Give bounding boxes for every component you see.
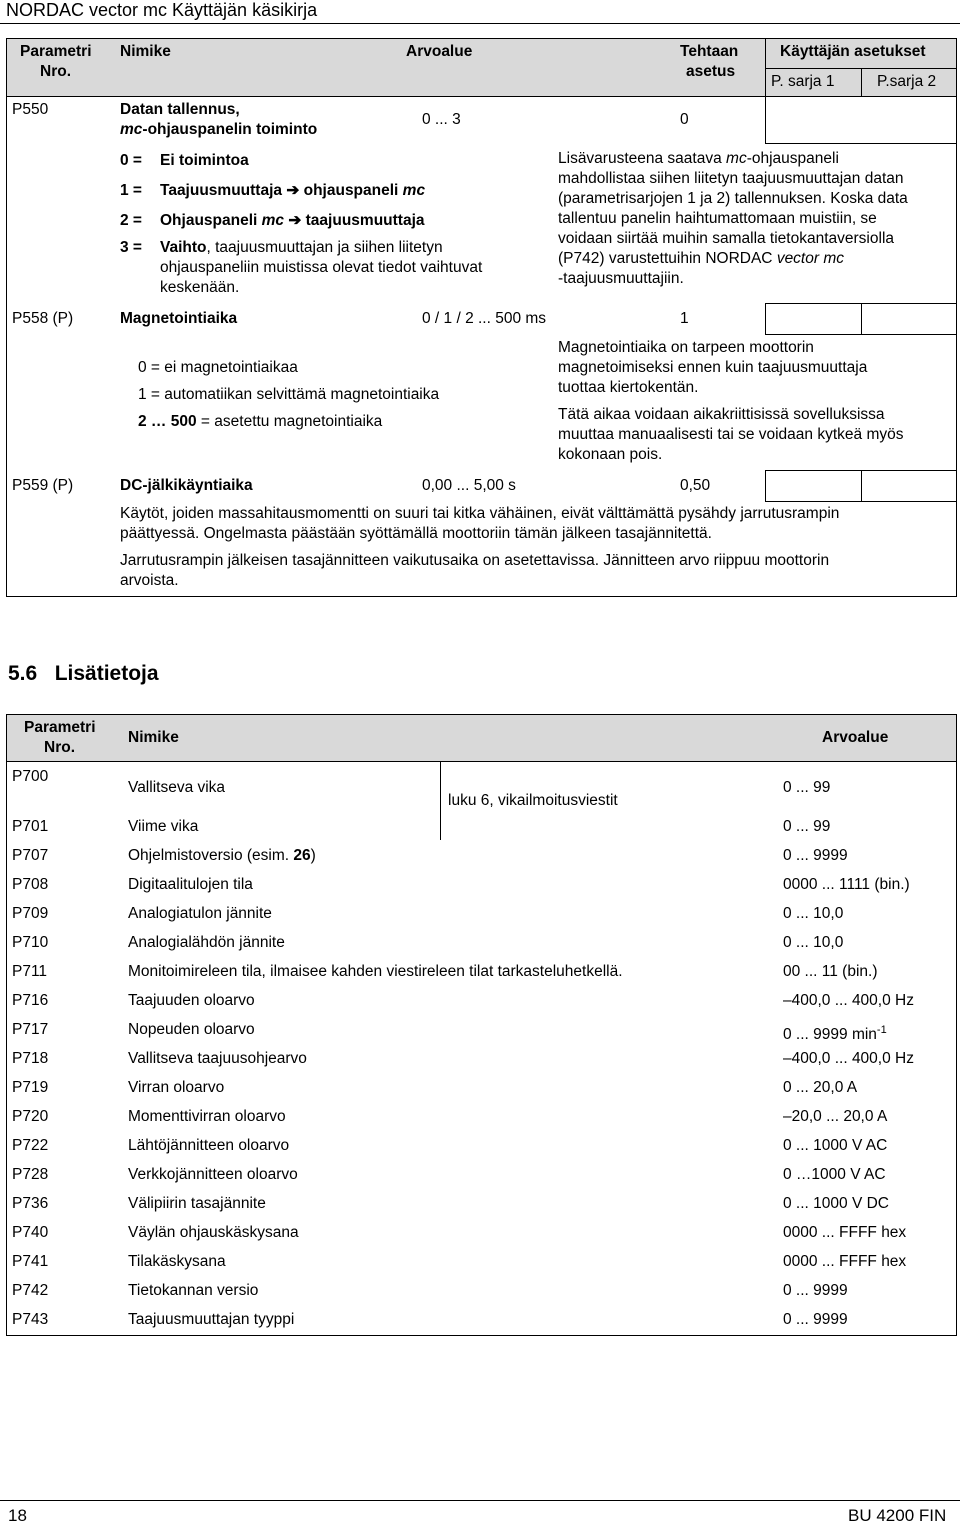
p550-name-l2: mc-ohjauspanelin toiminto	[120, 121, 318, 138]
p550-opt0-key: 0 =	[120, 152, 142, 169]
row-name: Monitoimireleen tila, ilmaisee kahden viestireleen tilat tarkasteluhetkellä.	[128, 963, 623, 980]
p550-opt1: Taajuusmuuttaja ➔ ohjauspaneli mc	[160, 182, 426, 199]
row-range: 0 ... 10,0	[783, 905, 844, 922]
p559-desc-l4: arvoista.	[120, 572, 179, 589]
p550-num: P550	[12, 101, 49, 118]
p550-opt2-key: 2 =	[120, 212, 142, 229]
p558-opt2: 2 … 500 = asetettu magnetointiaika	[138, 413, 383, 430]
t1-head-default-2: asetus	[686, 63, 736, 80]
p558-num: P558 (P)	[12, 310, 74, 327]
p558-desc-l3: tuottaa kiertokentän.	[558, 379, 699, 396]
p558-opt0: 0 = ei magnetointiaikaa	[138, 359, 298, 376]
row-param-num: P708	[12, 876, 49, 893]
row-range: –20,0 ... 20,0 A	[783, 1108, 888, 1125]
row-range: 0 ... 20,0 A	[783, 1079, 858, 1096]
t2-head-nro: Nro.	[44, 739, 75, 756]
footer-page-number: 18	[8, 1506, 27, 1525]
row-param-num: P740	[12, 1224, 49, 1241]
row-range: –400,0 ... 400,0 Hz	[783, 1050, 914, 1067]
row-param-num: P719	[12, 1079, 49, 1096]
row-name: Tietokannan versio	[128, 1282, 259, 1299]
p550-opt3-key: 3 =	[120, 239, 142, 256]
row-name: Väylän ohjauskäskysana	[128, 1224, 299, 1241]
row-param-num: P718	[12, 1050, 49, 1067]
p550-desc-l3: (parametrisarjojen 1 ja 2) tallennuksen. Koska data	[558, 190, 908, 207]
p550-name-l1: Datan tallennus,	[120, 101, 240, 118]
p559-desc-l1: Käytöt, joiden massahitausmomentti on suuri tai kitka vähäinen, eivät välttämättä pysähdy jarrutusrampin	[120, 505, 840, 522]
p550-range: 0 ... 3	[422, 111, 461, 128]
p558-name: Magnetointiaika	[120, 310, 238, 327]
row-param-num: P711	[12, 963, 48, 980]
row-range: –400,0 ... 400,0 Hz	[783, 992, 914, 1009]
row-range: 0 ... 9999	[783, 1311, 848, 1328]
row-param-num: P717	[12, 1021, 49, 1038]
p558-desc-l4: Tätä aikaa voidaan aikakriittisissä sovelluksissa	[558, 406, 885, 423]
row-name: Ohjelmistoversio (esim. 26)	[128, 847, 316, 864]
t1-head-name: Nimike	[120, 43, 171, 60]
row-param-num: P710	[12, 934, 49, 951]
p559-name: DC-jälkikäyntiaika	[120, 477, 253, 494]
p558-opt1: 1 = automatiikan selvittämä magnetointiaika	[138, 386, 440, 403]
row-range: 0 ... 9999	[783, 847, 848, 864]
p550-desc-l2: mahdollistaa siihen liitetyn taajuusmuuttajan datan	[558, 170, 904, 187]
row-name: Momenttivirran oloarvo	[128, 1108, 286, 1125]
p550-opt3-l3: keskenään.	[160, 279, 240, 296]
header-rule	[0, 23, 960, 24]
row-name: Analogiatulon jännite	[128, 905, 272, 922]
row-param-num: P743	[12, 1311, 49, 1328]
p559-default: 0,50	[680, 477, 711, 494]
row-param-num: P700	[12, 768, 49, 785]
row-name: Vallitseva vika	[128, 779, 226, 796]
row-name: Lähtöjännitteen oloarvo	[128, 1137, 290, 1154]
t2-head-name: Nimike	[128, 729, 179, 746]
t2-merged-note: luku 6, vikailmoitusviestit	[448, 792, 618, 809]
t1-head-default: Tehtaan	[680, 43, 739, 60]
row-name: Tilakäskysana	[128, 1253, 226, 1270]
row-param-num: P736	[12, 1195, 49, 1212]
t1-head-param: Parametri	[20, 43, 92, 60]
document-header-title: NORDAC vector mc Käyttäjän käsikirja	[6, 0, 318, 20]
row-range: 0000 ... 1111 (bin.)	[783, 876, 910, 893]
p550-desc-l7: -taajuusmuuttajiin.	[558, 270, 684, 287]
row-range: 0 …1000 V AC	[783, 1166, 886, 1183]
footer-doc-code: BU 4200 FIN	[848, 1506, 947, 1525]
t1-head-range: Arvoalue	[406, 43, 473, 60]
p550-opt3-l1: Vaihto, taajuusmuuttajan ja siihen liitetyn	[160, 239, 443, 256]
p550-opt3-l2: ohjauspaneliin muistissa olevat tiedot vaihtuvat	[160, 259, 483, 276]
row-range: 0000 ... FFFF hex	[783, 1253, 907, 1270]
t2-head-range: Arvoalue	[822, 729, 889, 746]
row-range: 0 ... 99	[783, 779, 831, 796]
p550-desc-l4: tallentuu panelin haihtumattomaan muistiin, se	[558, 210, 877, 227]
row-range: 0 ... 9999 $\min^{-1}$	[783, 1024, 887, 1044]
p550-desc-l1: Lisävarusteena saatava mc-ohjauspaneli	[558, 150, 839, 167]
p550-default: 0	[680, 111, 689, 128]
p558-desc-l1: Magnetointiaika on tarpeen moottorin	[558, 339, 814, 356]
row-param-num: P709	[12, 905, 49, 922]
p558-default: 1	[680, 310, 689, 327]
row-range: 0 ... 1000 V DC	[783, 1195, 889, 1212]
row-param-num: P707	[12, 847, 49, 864]
p559-num: P559 (P)	[12, 477, 74, 494]
p559-desc-l2: päättyessä. Ongelmasta päästään syöttämällä moottoriin tämän jälkeen tasajännitettä.	[120, 525, 712, 542]
row-name: Digitaalitulojen tila	[128, 876, 253, 893]
p550-opt2: Ohjauspaneli mc ➔ taajuusmuuttaja	[160, 212, 425, 229]
t1-head-user: Käyttäjän asetukset	[780, 43, 926, 60]
t1-head-set2: P.sarja 2	[877, 73, 937, 90]
row-name: Verkkojännitteen oloarvo	[128, 1166, 298, 1183]
row-range: 0 ... 1000 V AC	[783, 1137, 888, 1154]
row-name: Taajuuden oloarvo	[128, 992, 255, 1009]
p550-desc-l6: (P742) varustettuihin NORDAC vector mc	[558, 250, 844, 267]
p558-desc-l6: kokonaan pois.	[558, 446, 663, 463]
row-param-num: P716	[12, 992, 49, 1009]
p558-range: 0 / 1 / 2 ... 500 ms	[422, 310, 547, 327]
row-name: Nopeuden oloarvo	[128, 1021, 255, 1038]
footer-rule	[0, 1500, 960, 1501]
p550-opt0: Ei toimintoa	[160, 152, 249, 169]
section-title: 5.6 Lisätietoja	[8, 662, 159, 685]
row-param-num: P728	[12, 1166, 49, 1183]
row-range: 0000 ... FFFF hex	[783, 1224, 907, 1241]
t2-head-param: Parametri	[24, 719, 96, 736]
row-name: Vallitseva taajuusohjearvo	[128, 1050, 307, 1067]
row-name: Taajuusmuuttajan tyyppi	[128, 1311, 295, 1328]
row-name: Analogialähdön jännite	[128, 934, 285, 951]
row-param-num: P741	[12, 1253, 49, 1270]
row-name: Viime vika	[128, 818, 199, 835]
row-name: Virran oloarvo	[128, 1079, 225, 1096]
row-param-num: P701	[12, 818, 49, 835]
row-range: 00 ... 11 (bin.)	[783, 963, 878, 980]
p559-range: 0,00 ... 5,00 s	[422, 477, 516, 494]
p550-desc-l5: voidaan siirtää muihin samalla tietokantaversiolla	[558, 230, 895, 247]
row-range: 0 ... 10,0	[783, 934, 844, 951]
p558-desc-l5: muuttaa manuaalisesti tai se voidaan kytkeä myös	[558, 426, 904, 443]
p559-desc-l3: Jarrutusrampin jälkeisen tasajännitteen vaikutusaika on asetettavissa. Jännitteen arvo riippuu moottorin	[120, 552, 830, 569]
t1-head-nro: Nro.	[40, 63, 71, 80]
p558-desc-l2: magnetoimiseksi ennen kuin taajuusmuuttaja	[558, 359, 868, 376]
row-range: 0 ... 99	[783, 818, 831, 835]
p550-opt1-key: 1 =	[120, 182, 142, 199]
row-param-num: P720	[12, 1108, 49, 1125]
row-name: Välipiirin tasajännite	[128, 1195, 266, 1212]
row-param-num: P742	[12, 1282, 49, 1299]
row-range: 0 ... 9999	[783, 1282, 848, 1299]
t1-head-set1: P. sarja 1	[771, 73, 835, 90]
row-param-num: P722	[12, 1137, 49, 1154]
